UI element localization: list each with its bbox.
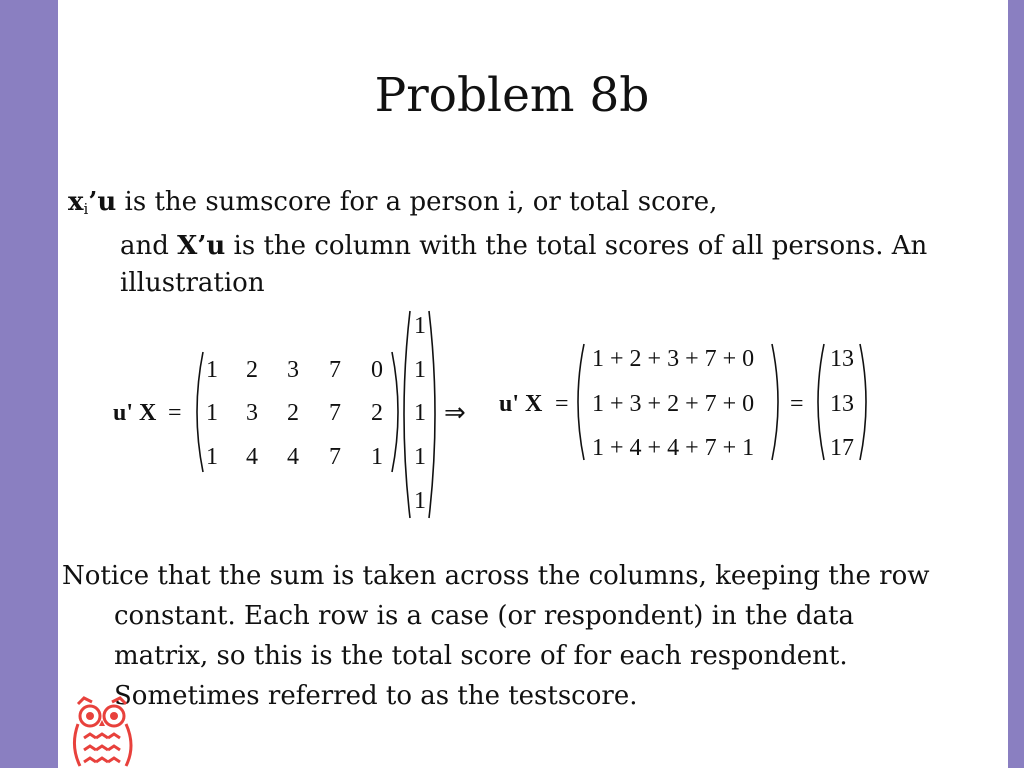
matrix-cell: 7	[329, 444, 341, 470]
owl-feathers-3	[84, 758, 120, 762]
matrix-left-paren	[197, 352, 203, 472]
matrix-cell: 1	[206, 444, 218, 470]
intro-and: and	[120, 231, 178, 261]
row-sum-expression: 1 + 4 + 4 + 7 + 1	[592, 435, 755, 461]
notice-line-4: Sometimes referred to as the testscore.	[114, 681, 638, 711]
matrix-cell: 7	[329, 400, 341, 426]
vector-cell: 1	[414, 444, 426, 470]
row-sums	[592, 346, 754, 461]
eq2-equals-2: =	[790, 391, 804, 417]
result-right-paren	[860, 344, 866, 460]
u-symbol: ’u	[88, 187, 117, 217]
intro-text-1: is the sumscore for a person i, or total score,	[116, 187, 718, 217]
vector-cell: 1	[414, 357, 426, 383]
owl-ear-left	[78, 698, 92, 704]
sums-right-paren	[772, 344, 778, 460]
intro-line-3: illustration	[120, 268, 265, 298]
owl-feathers-1	[84, 734, 120, 738]
owl-pupil-right	[110, 712, 118, 720]
xu-symbol: X’u	[177, 231, 226, 261]
total-score: 13	[830, 346, 854, 372]
matrix-cell: 3	[287, 357, 299, 383]
vector-left-paren	[404, 311, 410, 518]
matrix-cell: 4	[246, 444, 258, 470]
owl-logo	[64, 694, 144, 768]
matrix-cell: 1	[371, 444, 383, 470]
vector-right-paren	[429, 311, 435, 518]
matrix-cell: 2	[371, 400, 383, 426]
matrix-cell: 4	[287, 444, 299, 470]
notice-paragraph	[62, 556, 992, 716]
ones-vector	[414, 313, 426, 514]
subscript-i: i	[83, 200, 89, 218]
total-score: 13	[830, 391, 854, 417]
data-matrix	[206, 357, 383, 470]
matrix-cell: 7	[329, 357, 341, 383]
owl-ear-right	[112, 698, 126, 704]
vector-cell: 1	[414, 400, 426, 426]
sums-left-paren	[578, 344, 584, 460]
x-symbol: x	[68, 187, 84, 217]
intro-text-2: is the column with the total scores of all persons. An	[225, 231, 928, 261]
row-sum-expression: 1 + 3 + 2 + 7 + 0	[592, 391, 755, 417]
eq2-equals: =	[555, 391, 569, 417]
vector-cell: 1	[414, 488, 426, 514]
notice-line-2: constant. Each row is a case (or respondent) in the data	[114, 601, 854, 631]
owl-feathers-2	[84, 746, 120, 750]
matrix-cell: 1	[206, 400, 218, 426]
matrix-cell: 1	[206, 357, 218, 383]
matrix-cell: 3	[246, 400, 258, 426]
eq1-lhs: u' X	[113, 400, 157, 426]
eq2-lhs: u' X	[499, 391, 543, 417]
slide-title: Problem 8b	[374, 68, 650, 123]
notice-line-1: Notice that the sum is taken across the columns, keeping the row	[62, 561, 930, 591]
eq1-equals: =	[168, 400, 182, 426]
matrix-right-paren	[392, 352, 398, 472]
matrix-cell: 0	[371, 357, 383, 383]
total-scores-vector	[830, 346, 854, 461]
matrix-cell: 2	[287, 400, 299, 426]
implies-arrow: ⇒	[444, 398, 466, 427]
vector-cell: 1	[414, 313, 426, 339]
total-score: 17	[830, 435, 854, 461]
row-sum-expression: 1 + 2 + 3 + 7 + 0	[592, 346, 755, 372]
result-left-paren	[818, 344, 824, 460]
owl-pupil-left	[86, 712, 94, 720]
notice-line-3: matrix, so this is the total score of for each respondent.	[114, 641, 848, 671]
matrix-cell: 2	[246, 357, 258, 383]
